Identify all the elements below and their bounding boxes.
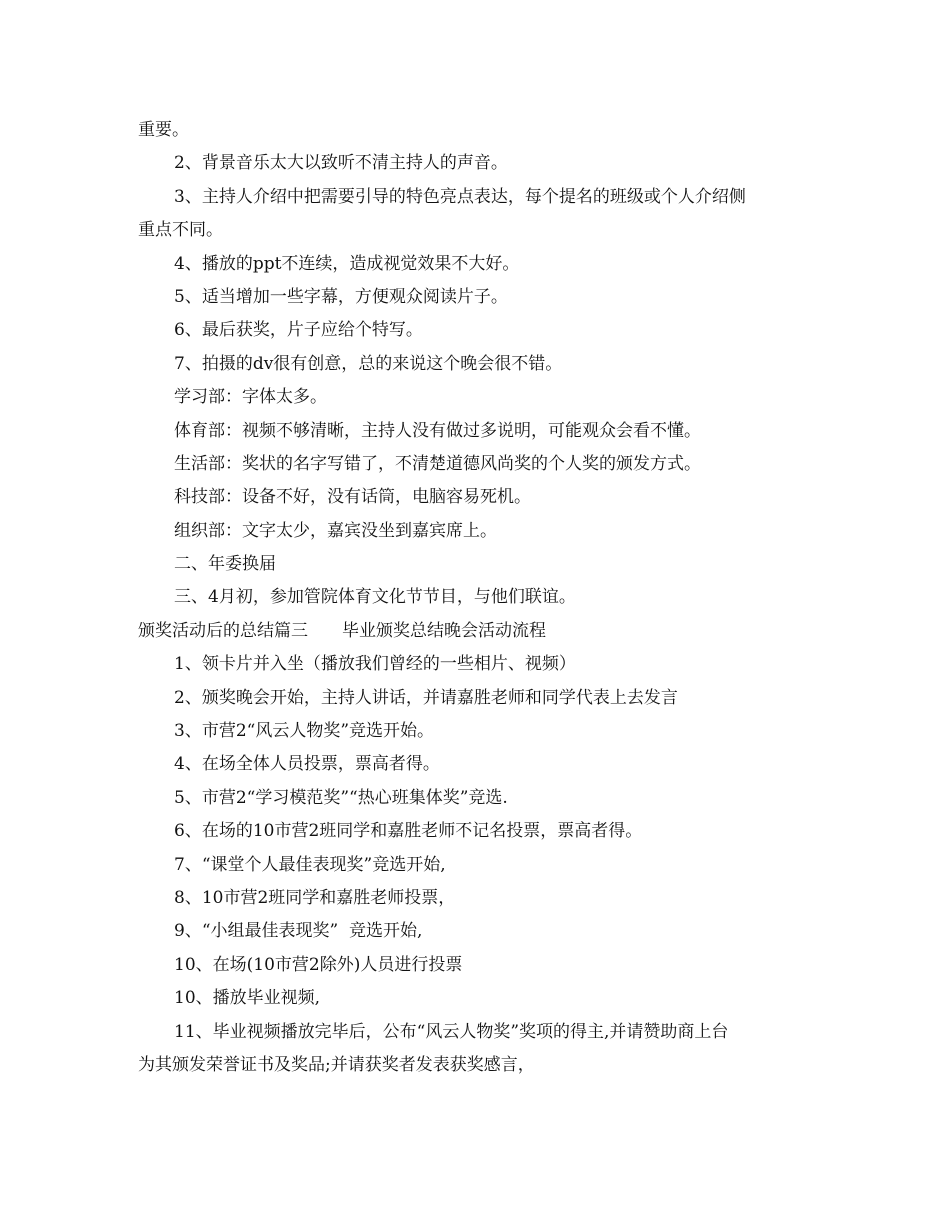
text-line: 11、毕业视频播放完毕后，公布“风云人物奖”奖项的得主,并请赞助商上台 [174,1021,729,1042]
text-line: 10、在场(10市营2除外)人员进行投票 [174,954,463,975]
text-line: 7、拍摄的dv很有创意，总的来说这个晚会很不错。 [174,353,563,374]
text-line: 组织部：文字太少，嘉宾没坐到嘉宾席上。 [174,520,497,541]
text-line: 3、主持人介绍中把需要引导的特色亮点表达，每个提名的班级或个人介绍侧 [174,186,746,207]
text-line: 3、市营2“风云人物奖”竞选开始。 [174,721,435,742]
text-line: 生活部：奖状的名字写错了，不清楚道德风尚奖的个人奖的颁发方式。 [174,453,701,474]
article-title-line [138,615,818,648]
text-line: 7、“课堂个人最佳表现奖”竞选开始, [174,854,446,875]
section-heading: 二、年委换届 [174,554,276,575]
article-subtitle: 毕业颁奖总结晚会活动流程 [342,620,546,641]
text-line: 6、在场的10市营2班同学和嘉胜老师不记名投票，票高者得。 [174,821,643,842]
text-line: 重要。 [138,120,189,140]
text-line: 重点不同。 [138,220,223,241]
text-line: 4、在场全体人员投票，票高者得。 [174,754,440,775]
text-line: 5、市营2“学习模范奖”“热心班集体奖”竞选. [174,787,508,808]
text-line: 4、播放的ppt不连续，造成视觉效果不大好。 [174,253,520,274]
text-line: 2、背景音乐太大以致听不清主持人的声音。 [174,153,508,174]
text-line: 体育部：视频不够清晰，主持人没有做过多说明，可能观众会看不懂。 [174,420,701,441]
text-line: 为其颁发荣誉证书及奖品;并请获奖者发表获奖感言， [138,1054,535,1075]
article-title: 颁奖活动后的总结篇三 [138,620,308,641]
document-body [138,114,818,1082]
section-heading: 三、4月初，参加管院体育文化节节目，与他们联谊。 [174,587,576,608]
text-line: 9、“小组最佳表现奖” 竞选开始, [174,921,423,942]
text-line: 6、最后获奖，片子应给个特写。 [174,320,423,341]
text-line: 2、颁奖晚会开始，主持人讲话，并请嘉胜老师和同学代表上去发言 [174,687,678,708]
text-line: 5、适当增加一些字幕，方便观众阅读片子。 [174,286,508,307]
text-line: 8、10市营2班同学和嘉胜老师投票， [174,887,456,908]
text-line: 1、领卡片并入坐（播放我们曾经的一些相片、视频） [174,654,576,675]
text-line: 10、播放毕业视频, [174,988,321,1009]
text-line: 科技部：设备不好，没有话筒，电脑容易死机。 [174,487,531,508]
text-line: 学习部：字体太多。 [174,387,327,408]
